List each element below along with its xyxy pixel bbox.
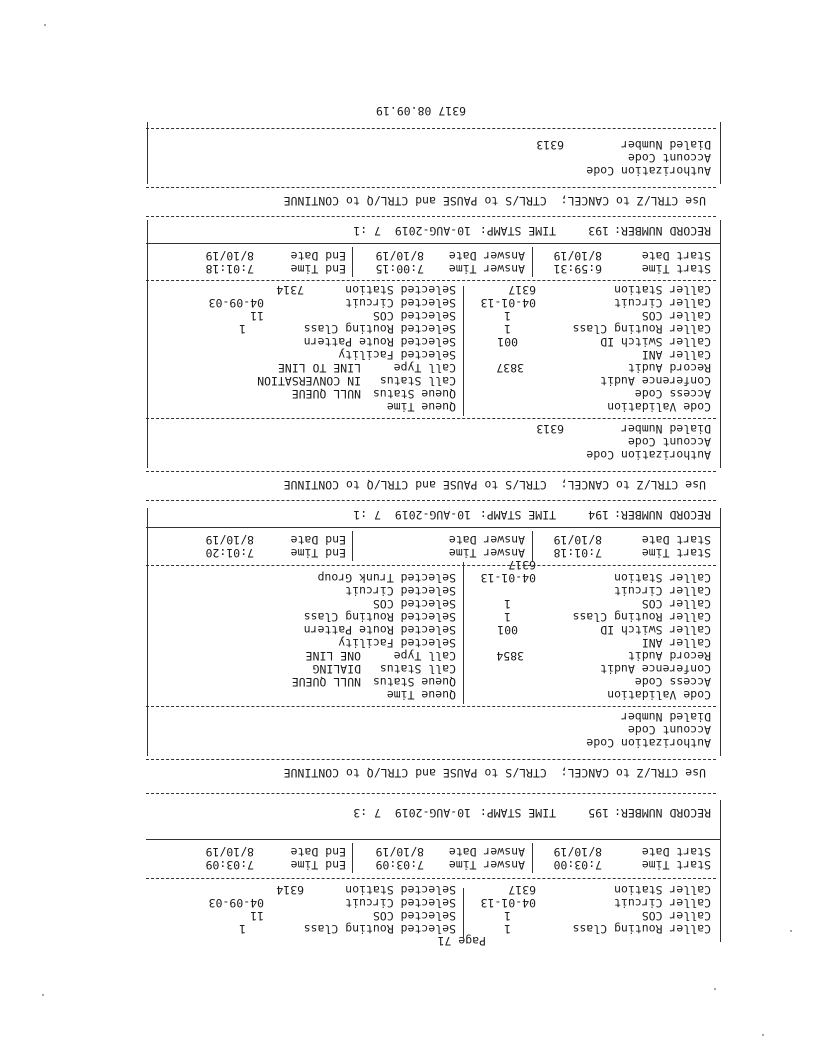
caller-routing-class-label: Caller Routing Class	[572, 322, 711, 336]
record-left-border	[720, 220, 721, 468]
column-divider	[352, 843, 353, 873]
selected-cos-label: Selected COS	[372, 309, 456, 323]
start-time-value: 6:59:31	[553, 262, 602, 276]
dialed-number-label: Dialed Number	[620, 138, 711, 152]
scan-speck	[44, 24, 46, 26]
caller-cos-label: Caller COS	[641, 309, 711, 323]
queue-status-label: Queue Status	[372, 387, 456, 401]
divider	[146, 216, 716, 217]
divider	[146, 128, 716, 129]
caller-ani-label: Caller ANI	[641, 348, 711, 362]
caller-switch-id-label: Caller Switch ID	[600, 623, 711, 637]
account-code-label: Account Code	[627, 151, 711, 165]
scan-speck	[714, 988, 716, 990]
divider	[146, 565, 716, 566]
selected-trunk-group-label: Selected Trunk Group	[317, 571, 456, 585]
call-status-label: Call Status	[379, 374, 456, 388]
record-left-border	[720, 800, 721, 942]
answer-date-label: Answer Date	[448, 249, 525, 263]
start-date-value: 8/10/19	[553, 845, 602, 859]
dialed-number-label: Dialed Number	[620, 710, 711, 724]
caller-station-value: 6317	[508, 283, 536, 297]
start-date-label: Start Date	[641, 845, 711, 859]
caller-circuit-value: 04-01-13	[480, 296, 536, 310]
caller-routing-class-label: Caller Routing Class	[572, 922, 711, 936]
selected-cos-value: 11	[250, 909, 264, 923]
record-number-label: RECORD NUMBER:	[614, 508, 711, 522]
record-right-border	[147, 508, 148, 756]
selected-routing-class-label: Selected Routing Class	[303, 922, 456, 936]
caller-circuit-value: 04-01-13	[480, 896, 536, 910]
caller-cos-label: Caller COS	[641, 597, 711, 611]
start-time-value: 7:01:18	[553, 546, 602, 560]
end-date-value: 8/10/19	[205, 249, 254, 263]
record-number-value: 195	[588, 806, 609, 820]
access-code-label: Access Code	[634, 675, 711, 689]
call-status-value: DIALING	[312, 662, 361, 676]
divider	[146, 187, 716, 188]
selected-cos-value: 11	[250, 309, 264, 323]
queue-time-label: Queue Time	[386, 688, 456, 702]
end-date-value: 8/10/19	[205, 533, 254, 547]
answer-time-label: Answer Time	[448, 546, 525, 560]
record-number-value: 193	[588, 224, 609, 238]
answer-time-value: 7:00:15	[375, 262, 424, 276]
start-date-label: Start Date	[641, 249, 711, 263]
queue-status-value: NULL QUEUE	[291, 387, 361, 401]
conference-audit-label: Conference Audit	[600, 374, 711, 388]
queue-time-label: Queue Time	[386, 400, 456, 414]
divider	[146, 878, 716, 879]
record-right-border	[147, 220, 148, 468]
record-number-label: RECORD NUMBER:	[614, 806, 711, 820]
record-right-border	[147, 122, 148, 184]
column-divider	[352, 531, 353, 561]
caller-station-label: Caller Station	[614, 283, 711, 297]
selected-facility-label: Selected Facility	[338, 348, 456, 362]
caller-station-label: Caller Station	[614, 883, 711, 897]
start-time-label: Start Time	[641, 858, 711, 872]
answer-date-value: 8/10/19	[375, 845, 424, 859]
authorization-code-label: Authorization Code	[586, 448, 711, 462]
record-audit-value: 3837	[496, 361, 524, 375]
end-date-label: End Date	[290, 533, 346, 547]
column-divider	[463, 286, 464, 416]
answer-time-label: Answer Time	[448, 858, 525, 872]
answer-time-value: 7:03:09	[375, 858, 424, 872]
authorization-code-label: Authorization Code	[586, 736, 711, 750]
page-number: Page 71	[437, 934, 486, 948]
divider	[146, 243, 721, 244]
caller-routing-class-value: 1	[504, 322, 511, 336]
selected-station-label: Selected Station	[345, 283, 456, 297]
column-divider	[532, 843, 533, 873]
selected-circuit-label: Selected Circuit	[345, 584, 456, 598]
time-stamp-label: TIME STAMP:	[479, 508, 556, 522]
divider	[146, 280, 716, 281]
scan-speck	[790, 930, 792, 932]
authorization-code-label: Authorization Code	[586, 164, 711, 178]
continue-prompt: Use CTRL/Z to CANCEL; CTRL/S to PAUSE and CTRL/Q to CONTINUE	[283, 194, 706, 208]
selected-routing-class-value: 1	[239, 322, 246, 336]
account-code-label: Account Code	[627, 435, 711, 449]
selected-station-value: 7314	[276, 283, 304, 297]
record-audit-label: Record Audit	[627, 649, 711, 663]
dialed-number-value: 6313	[536, 422, 564, 436]
selected-circuit-value: 04-09-03	[208, 296, 264, 310]
answer-date-label: Answer Date	[448, 845, 525, 859]
start-date-value: 8/10/19	[553, 249, 602, 263]
record-audit-value: 3854	[496, 649, 524, 663]
end-time-label: End Time	[290, 546, 346, 560]
queue-status-label: Queue Status	[372, 675, 456, 689]
record-number-label: RECORD NUMBER:	[614, 224, 711, 238]
end-time-label: End Time	[290, 858, 346, 872]
caller-circuit-value: 04-01-13	[480, 571, 536, 585]
footer-note: 6317 08.09.19	[375, 104, 466, 118]
selected-cos-label: Selected COS	[372, 597, 456, 611]
end-time-value: 7:01:18	[205, 262, 254, 276]
dialed-number-value: 6313	[536, 138, 564, 152]
code-validation-label: Code Validation	[607, 400, 711, 414]
record-number-value: 194	[588, 508, 609, 522]
column-divider	[463, 562, 464, 704]
end-time-value: 7:01:20	[205, 546, 254, 560]
caller-cos-label: Caller COS	[641, 909, 711, 923]
start-time-label: Start Time	[641, 262, 711, 276]
answer-time-label: Answer Time	[448, 262, 525, 276]
call-type-value: ONE LINE	[305, 649, 361, 663]
start-date-label: Start Date	[641, 533, 711, 547]
selected-circuit-value: 04-09-03	[208, 896, 264, 910]
end-date-label: End Date	[290, 845, 346, 859]
answer-date-label: Answer Date	[448, 533, 525, 547]
time-stamp-value: 10-AUG-2019 7 :3	[353, 806, 471, 820]
queue-status-value: NULL QUEUE	[291, 675, 361, 689]
divider	[146, 418, 716, 419]
divider	[146, 500, 716, 501]
selected-circuit-label: Selected Circuit	[345, 296, 456, 310]
continue-prompt: Use CTRL/Z to CANCEL; CTRL/S to PAUSE and CTRL/Q to CONTINUE	[283, 478, 706, 492]
selected-route-pattern-label: Selected Route Pattern	[303, 335, 456, 349]
scan-speck	[42, 994, 44, 996]
call-status-label: Call Status	[379, 662, 456, 676]
end-date-value: 8/10/19	[205, 845, 254, 859]
divider	[146, 793, 716, 794]
divider	[146, 759, 716, 760]
caller-ani-label: Caller ANI	[641, 636, 711, 650]
caller-routing-class-value: 1	[504, 610, 511, 624]
selected-routing-class-label: Selected Routing Class	[303, 322, 456, 336]
start-date-value: 8/10/19	[553, 533, 602, 547]
start-time-label: Start Time	[641, 546, 711, 560]
start-time-value: 7:03:00	[553, 858, 602, 872]
time-stamp-label: TIME STAMP:	[479, 224, 556, 238]
call-status-value: IN CONVERSATION	[257, 374, 361, 388]
conference-audit-label: Conference Audit	[600, 662, 711, 676]
caller-station-label: Caller Station	[614, 571, 711, 585]
call-type-label: Call Type	[393, 361, 456, 375]
column-divider	[463, 888, 464, 938]
account-code-label: Account Code	[627, 723, 711, 737]
divider	[146, 839, 721, 840]
end-time-value: 7:03:09	[205, 858, 254, 872]
time-stamp-value: 10-AUG-2019 7 :1	[353, 508, 471, 522]
caller-station-value: 6317	[508, 558, 536, 572]
selected-station-label: Selected Station	[345, 883, 456, 897]
divider	[146, 527, 721, 528]
caller-cos-value: 1	[504, 309, 511, 323]
call-type-label: Call Type	[393, 649, 456, 663]
caller-switch-id-value: 001	[497, 623, 518, 637]
divider	[146, 706, 716, 707]
caller-circuit-label: Caller Circuit	[614, 896, 711, 910]
continue-prompt: Use CTRL/Z to CANCEL; CTRL/S to PAUSE and CTRL/Q to CONTINUE	[283, 766, 706, 780]
caller-cos-value: 1	[504, 909, 511, 923]
selected-routing-class-label: Selected Routing Class	[303, 610, 456, 624]
access-code-label: Access Code	[634, 387, 711, 401]
end-date-label: End Date	[290, 249, 346, 263]
end-time-label: End Time	[290, 262, 346, 276]
caller-circuit-label: Caller Circuit	[614, 584, 711, 598]
column-divider	[352, 247, 353, 277]
dialed-number-label: Dialed Number	[620, 422, 711, 436]
record-audit-label: Record Audit	[627, 361, 711, 375]
column-divider	[532, 247, 533, 277]
caller-cos-value: 1	[504, 597, 511, 611]
caller-switch-id-value: 001	[497, 335, 518, 349]
caller-routing-class-label: Caller Routing Class	[572, 610, 711, 624]
call-type-value: LINE TO LINE	[277, 361, 361, 375]
selected-cos-label: Selected COS	[372, 909, 456, 923]
column-divider	[532, 531, 533, 561]
record-left-border	[720, 122, 721, 184]
caller-routing-class-value: 1	[504, 922, 511, 936]
code-validation-label: Code Validation	[607, 688, 711, 702]
selected-station-value: 6314	[276, 883, 304, 897]
time-stamp-label: TIME STAMP:	[479, 806, 556, 820]
answer-date-value: 8/10/19	[375, 249, 424, 263]
selected-circuit-label: Selected Circuit	[345, 896, 456, 910]
scan-speck	[762, 1034, 764, 1036]
selected-routing-class-value: 1	[239, 922, 246, 936]
caller-circuit-label: Caller Circuit	[614, 296, 711, 310]
selected-facility-label: Selected Facility	[338, 636, 456, 650]
selected-route-pattern-label: Selected Route Pattern	[303, 623, 456, 637]
time-stamp-value: 10-AUG-2019 7 :1	[353, 224, 471, 238]
divider	[146, 471, 716, 472]
caller-switch-id-label: Caller Switch ID	[600, 335, 711, 349]
record-left-border	[720, 508, 721, 756]
caller-station-value: 6317	[508, 883, 536, 897]
